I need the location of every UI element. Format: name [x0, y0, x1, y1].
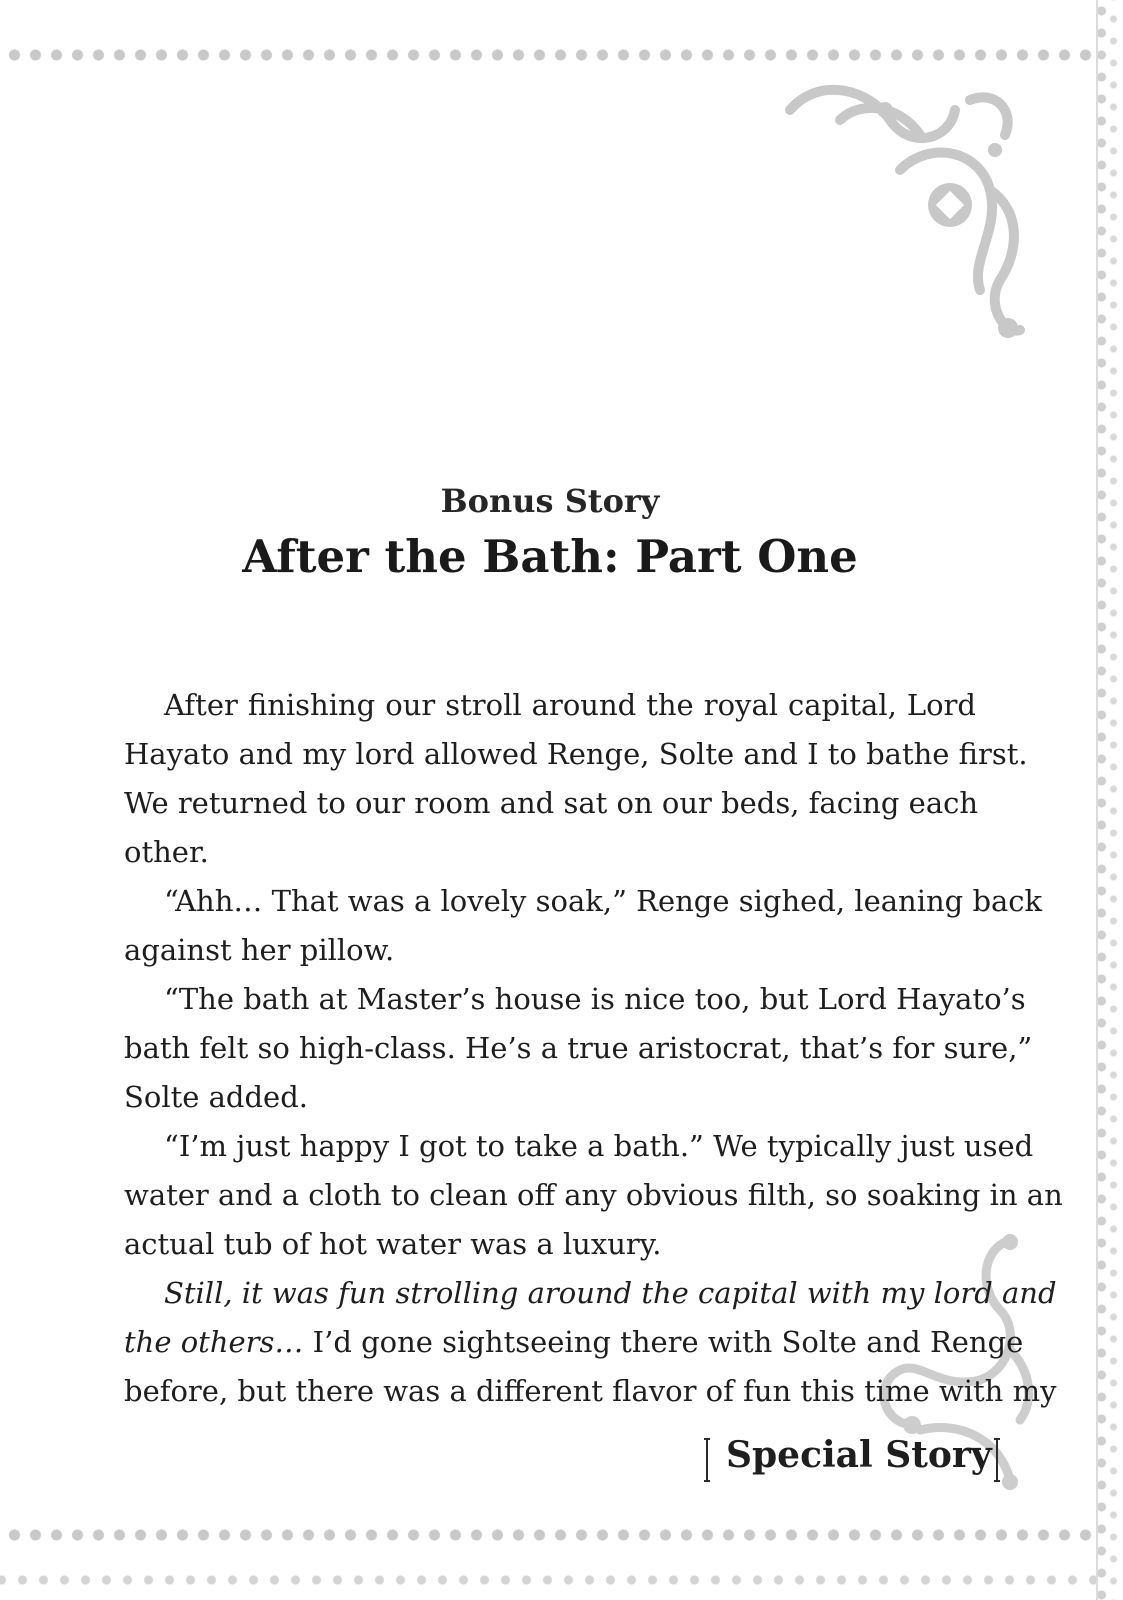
text-line: Hayato and my lord allowed Renge, Solte and I to bathe first. [124, 737, 1028, 771]
decorative-top-border [0, 40, 1100, 70]
decorative-right-border [1094, 0, 1123, 1600]
text-line: “I’m just happy I got to take a bath.” We typically just used [164, 1129, 1034, 1163]
page-title: After the Bath: Part One [242, 530, 858, 583]
text-line [124, 1318, 1024, 1367]
text-line: actual tub of hot water was a luxury. [124, 1227, 662, 1261]
right-bracket-icon [996, 1438, 1004, 1482]
decorative-right-border-line [1096, 0, 1098, 1600]
text-run: I’d gone sightseeing there with Solte and Renge [303, 1325, 1024, 1359]
text-line: “Ahh… That was a lovely soak,” Renge sighed, leaning back [164, 884, 1043, 918]
italic-thought: Still, it was fun strolling around the capital with my lord and [164, 1276, 1057, 1310]
text-line: After finishing our stroll around the royal capital, Lord [164, 688, 976, 722]
text-line: before, but there was a different flavor of fun this time with my [124, 1374, 1057, 1408]
section-label: Special Story [726, 1434, 992, 1476]
italic-thought: the others… [124, 1325, 304, 1359]
story-body [124, 681, 1063, 1416]
text-line: other. [124, 835, 209, 869]
text-line [124, 1269, 1057, 1318]
page-subtitle: Bonus Story [440, 482, 660, 520]
text-line: water and a cloth to clean off any obvious filth, so soaking in an [124, 1178, 1063, 1212]
text-line: We returned to our room and sat on our beds, facing each [124, 786, 979, 820]
text-line: bath felt so high-class. He’s a true aristocrat, that’s for sure,” [124, 1031, 1033, 1065]
decorative-bottom-border [0, 1520, 1100, 1600]
left-bracket-icon [706, 1438, 714, 1482]
text-line: against her pillow. [124, 933, 395, 967]
corner-flourish-icon [780, 80, 1040, 350]
text-line: Solte added. [124, 1080, 308, 1114]
text-line: “The bath at Master’s house is nice too, but Lord Hayato’s [164, 982, 1026, 1016]
